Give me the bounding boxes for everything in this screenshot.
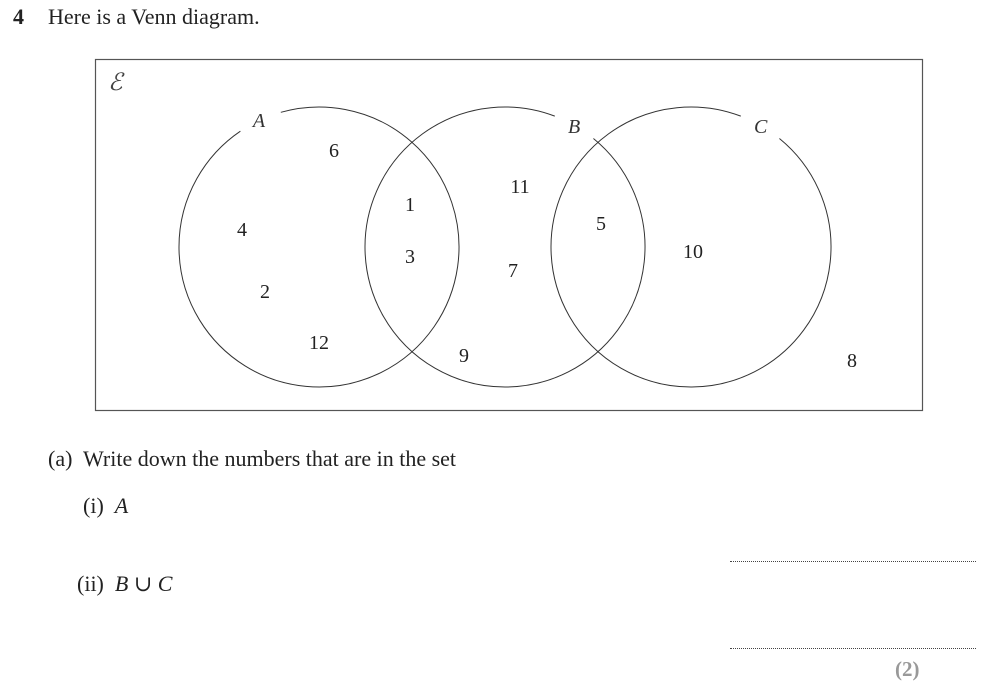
venn-number: 7 xyxy=(508,260,518,282)
venn-number: 9 xyxy=(459,345,469,367)
universal-set-box xyxy=(96,60,923,411)
part-a-label: (a) xyxy=(48,446,73,471)
sub-question-i xyxy=(83,493,128,519)
sub-ii-expression: B ∪ C xyxy=(114,571,173,596)
part-a-text: Write down the numbers that are in the set xyxy=(83,446,457,471)
venn-number: 12 xyxy=(309,332,329,354)
answer-line-i[interactable] xyxy=(730,561,976,562)
question-number: 4 xyxy=(13,4,24,29)
venn-number: 2 xyxy=(260,281,270,303)
question-text: Here is a Venn diagram. xyxy=(48,4,260,29)
venn-number: 1 xyxy=(405,194,415,216)
sub-i-expression: A xyxy=(114,493,129,518)
marks-label: (2) xyxy=(895,657,920,681)
sub-i-label: (i) xyxy=(83,493,104,518)
sub-question-ii xyxy=(77,571,172,597)
venn-number: 3 xyxy=(405,246,415,268)
venn-number: 11 xyxy=(510,176,530,198)
universal-set-symbol: ℰ xyxy=(108,70,123,96)
set-c-label: C xyxy=(754,115,768,138)
part-a-prompt xyxy=(48,446,456,472)
venn-number: 5 xyxy=(596,213,606,235)
venn-number: 8 xyxy=(847,350,857,372)
set-a-label: A xyxy=(252,110,266,133)
venn-number: 6 xyxy=(329,140,339,162)
sub-ii-label: (ii) xyxy=(77,571,104,596)
set-b-label: B xyxy=(568,115,581,138)
venn-number: 4 xyxy=(237,219,247,241)
venn-number: 10 xyxy=(683,241,703,263)
answer-line-ii[interactable] xyxy=(730,648,976,649)
